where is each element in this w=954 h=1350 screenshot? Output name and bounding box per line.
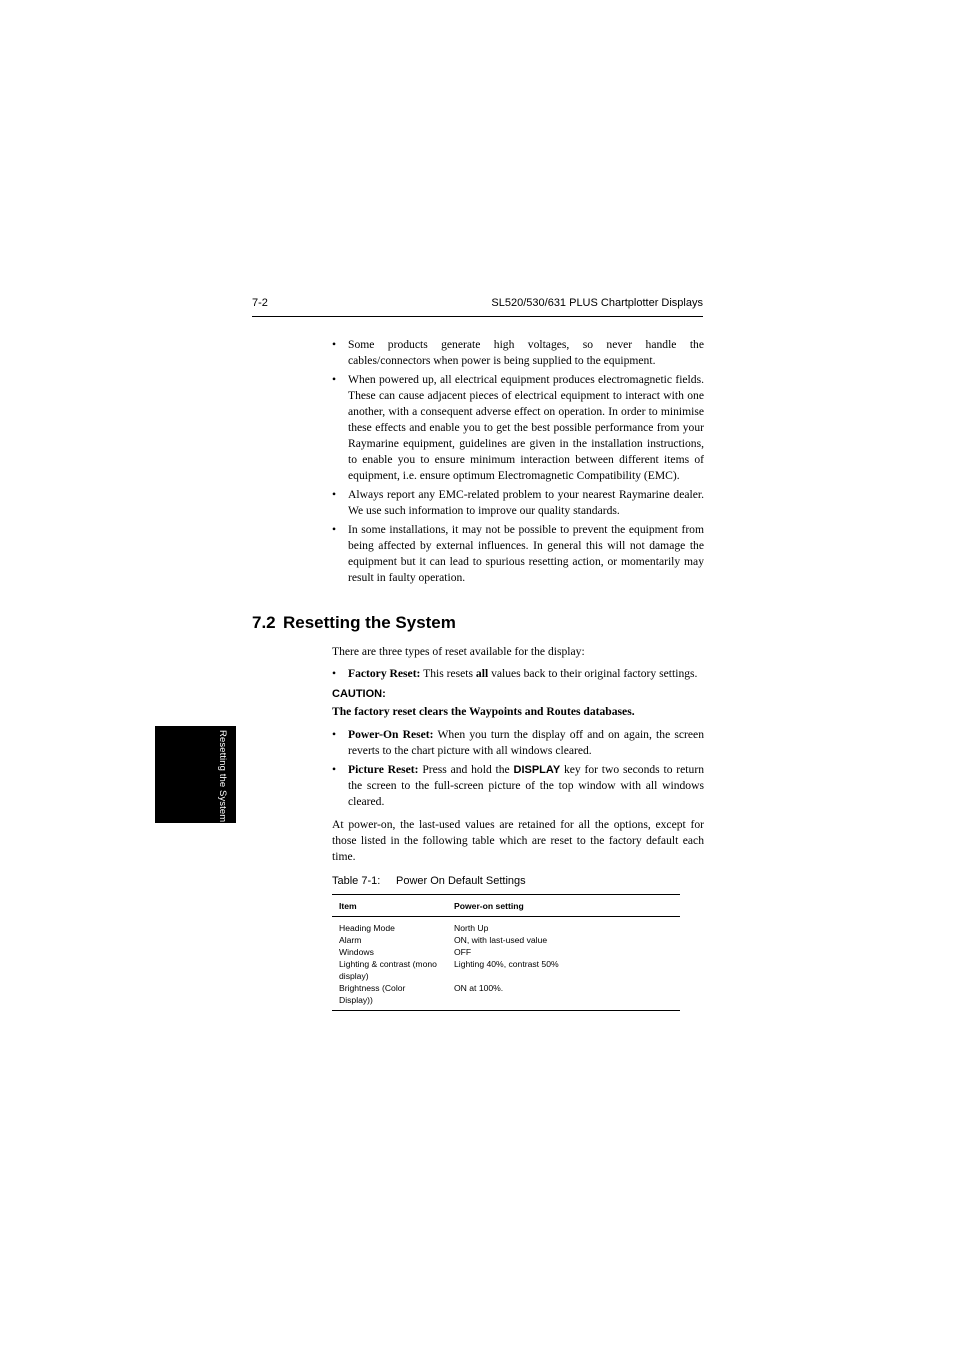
safety-bullet-list (332, 337, 704, 589)
table-cell: North Up (454, 923, 489, 933)
picture-reset-text: Press and hold the (418, 763, 514, 776)
factory-reset-term: Factory Reset: (348, 667, 421, 680)
table-cell: Windows (339, 947, 374, 957)
section-heading (252, 613, 456, 633)
caution-text: The factory reset clears the Waypoints and Routes databases. (332, 705, 635, 718)
table-number: Table 7-1: (332, 875, 381, 887)
factory-reset-text-end: values back to their original factory settings. (488, 667, 698, 680)
bullet-text: When powered up, all electrical equipment produces electromagnetic fields. These can cause adjacent pieces of electrical equipment to interact with one another, with a consequent adverse effect on operation. In order to minimise these effects and enable you to get the best possible performance from your Raymarine equipment, guidelines are given in the installation instructions, to enable you to ensure minimum interaction between different items of equipment, i.e. ensure optimum Electromagnetic Compatibility (EMC). (348, 373, 704, 482)
table-title: Power On Default Settings (396, 875, 526, 887)
power-on-defaults-table (332, 894, 680, 1011)
document-title: SL520/530/631 PLUS Chartplotter Displays (491, 297, 703, 309)
picture-reset-text-end: key for two seconds to return the screen to the full-screen picture of the top window with all windows cleared. (348, 763, 704, 808)
section-number: 7.2 (252, 613, 276, 632)
section-intro: There are three types of reset available for the display: (332, 645, 585, 658)
table-row (332, 982, 680, 1011)
page-number: 7-2 (252, 297, 268, 309)
bullet-text: In some installations, it may not be possible to prevent the equipment from being affected by external influences. In general this will not damage the equipment but it can lead to spurious resetting action, or momentarily may result in faulty operation. (348, 523, 704, 584)
list-item: • Picture Reset: Press and hold the DISPLAY key for two seconds to return the screen to the full-screen picture of the top window with all windows cleared. (332, 763, 704, 808)
running-header (252, 296, 703, 317)
bullet-text: Always report any EMC-related problem to your nearest Raymarine dealer. We use such information to improve our quality standards. (348, 488, 704, 517)
table-cell: ON, with last-used value (454, 935, 548, 945)
table-cell: Alarm (339, 935, 362, 945)
power-on-reset-text: When you turn the display off and on again, the screen reverts to the chart picture with all windows cleared. (348, 728, 704, 757)
table-row (332, 958, 680, 982)
list-item: • Some products generate high voltages, so never handle the cables/connectors when power is being supplied to the equipment. (332, 338, 704, 367)
list-item: • Power-On Reset: When you turn the display off and on again, the screen reverts to the chart picture with all windows cleared. (332, 728, 704, 757)
table-row (332, 934, 680, 946)
table-row (332, 917, 680, 935)
power-on-reset-term: Power-On Reset: (348, 728, 434, 741)
list-item: • In some installations, it may not be possible to prevent the equipment from being affected by external influences. In general this will not damage the equipment but it can lead to spurious resetting action, or momentarily may result in faulty operation. (332, 523, 704, 584)
list-item: • Factory Reset: This resets all values back to their original factory settings. (332, 667, 698, 680)
table-cell: Lighting 40%, contrast 50% (454, 959, 559, 969)
column-header-item: Item (332, 895, 447, 917)
list-item: • When powered up, all electrical equipment produces electromagnetic fields. These can cause adjacent pieces of electrical equipment to interact with one another, with a consequent adverse effect on operation. In order to minimise these effects and enable you to get the best possible performance from your Raymarine equipment, guidelines are given in the installation instructions, to enable you to ensure minimum interaction between different items of equipment, i.e. ensure optimum Electromagnetic Compatibility (EMC). (332, 373, 704, 482)
table-row (332, 946, 680, 958)
list-item: • Always report any EMC-related problem to your nearest Raymarine dealer. We use such information to improve our quality standards. (332, 488, 704, 517)
side-tab-label: Resetting the System (217, 730, 228, 823)
chapter-side-tab (155, 726, 236, 823)
section-title: Resetting the System (283, 613, 456, 632)
table-header-row (332, 895, 680, 917)
bullet-text: Some products generate high voltages, so never handle the cables/connectors when power is being supplied to the equipment. (348, 338, 704, 367)
table-cell: Brightness (Color Display)) (332, 982, 447, 1011)
caution-label: CAUTION: (332, 688, 386, 700)
table-cell: Heading Mode (339, 923, 395, 933)
column-header-setting: Power-on setting (447, 895, 680, 917)
factory-reset-list (332, 666, 704, 685)
emphasis-all: all (475, 667, 489, 680)
table-caption (332, 875, 526, 887)
reset-types-list (332, 727, 704, 813)
closing-paragraph: At power-on, the last-used values are retained for all the options, except for those listed in the following table which are reset to the factory default each time. (332, 818, 704, 863)
factory-reset-text: This resets (420, 667, 476, 680)
table-cell: ON at 100%. (447, 982, 680, 1011)
picture-reset-term: Picture Reset: (348, 763, 419, 776)
table-cell: Lighting & contrast (mono display) (339, 959, 437, 981)
table-cell: OFF (454, 947, 472, 957)
display-key-label: DISPLAY (513, 764, 561, 776)
